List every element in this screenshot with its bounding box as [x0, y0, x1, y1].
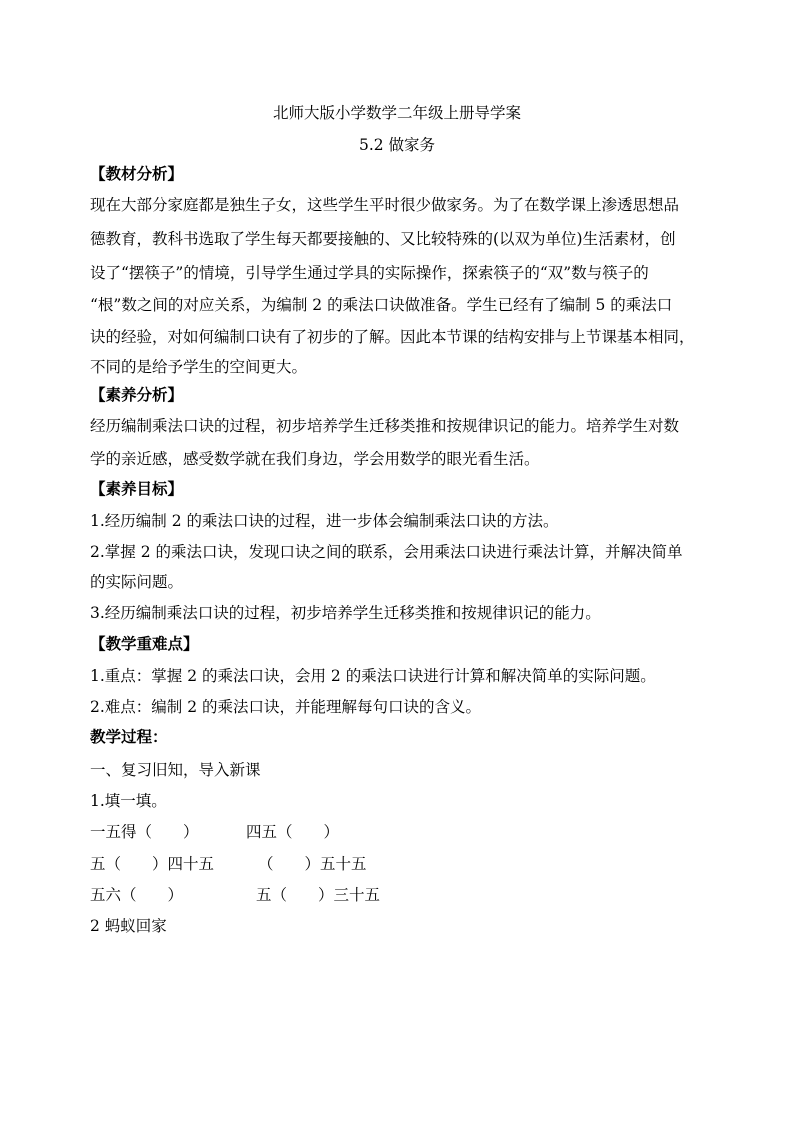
key-point-line-2: 2.难点：编制 2 的乘法口诀，并能理解每句口诀的含义。 — [90, 698, 482, 716]
section-heading-literacy-analysis: 【素养分析】 — [90, 385, 184, 404]
exercise-blank-1: 一五得（ ） — [90, 823, 199, 841]
section-heading-process: 教学过程： — [90, 727, 168, 746]
process-item-2: 2 蚂蚁回家 — [90, 917, 167, 935]
goal-line-2: 2.掌握 2 的乘法口诀，发现口诀之间的联系，会用乘法口诀进行乘法计算，并解决简单 — [90, 543, 683, 561]
analysis-line-4: “根”数之间的对应关系，为编制 2 的乘法口诀做准备。学生已经有了编制 5 的乘法口 — [90, 296, 673, 314]
exercise-blank-6: 五（ ）三十五 — [256, 886, 381, 904]
exercise-blank-3: 五（ ）四十五 — [90, 855, 215, 873]
exercise-blank-4: （ ）五十五 — [258, 855, 367, 873]
analysis-line-6: 不同的是给予学生的空间更大。 — [90, 358, 308, 376]
goal-line-4: 3.经历编制乘法口诀的过程，初步培养学生迁移类推和按规律识记的能力。 — [90, 604, 601, 622]
process-item-1: 1.填一填。 — [90, 792, 167, 810]
analysis-line-5: 诀的经验，对如何编制口诀有了初步的了解。因此本节课的结构安排与上节课基本相同， — [90, 328, 695, 346]
lesson-subtitle: 5.2 做家务 — [358, 136, 436, 154]
literacy-analysis-line-2: 学的亲近感，感受数学就在我们身边，学会用数学的眼光看生活。 — [90, 450, 540, 468]
goal-line-3: 的实际问题。 — [90, 573, 184, 591]
key-point-line-1: 1.重点：掌握 2 的乘法口诀，会用 2 的乘法口诀进行计算和解决简单的实际问题。 — [90, 667, 656, 685]
process-step-1: 一、复习旧知，导入新课 — [90, 761, 261, 779]
goal-line-1: 1.经历编制 2 的乘法口诀的过程，进一步体会编制乘法口诀的方法。 — [90, 512, 559, 530]
section-heading-literacy-goals: 【素养目标】 — [90, 479, 184, 498]
analysis-line-3: 设了“摆筷子”的情境，引导学生通过学具的实际操作，探索筷子的“双”数与筷子的 — [90, 264, 649, 282]
analysis-line-2: 德教育，教科书选取了学生每天都要接触的、又比较特殊的(以双为单位)生活素材，创 — [90, 230, 676, 248]
literacy-analysis-line-1: 经历编制乘法口诀的过程，初步培养学生迁移类推和按规律识记的能力。培养学生对数 — [90, 417, 680, 435]
exercise-blank-5: 五六（ ） — [90, 886, 184, 904]
analysis-line-1: 现在大部分家庭都是独生子女，这些学生平时很少做家务。为了在数学课上渗透思想品 — [90, 196, 680, 214]
document-title: 北师大版小学数学二年级上册导学案 — [272, 104, 521, 122]
exercise-blank-2: 四五（ ） — [246, 823, 340, 841]
section-heading-analysis: 【教材分析】 — [90, 164, 184, 183]
section-heading-key-points: 【教学重难点】 — [90, 634, 199, 653]
